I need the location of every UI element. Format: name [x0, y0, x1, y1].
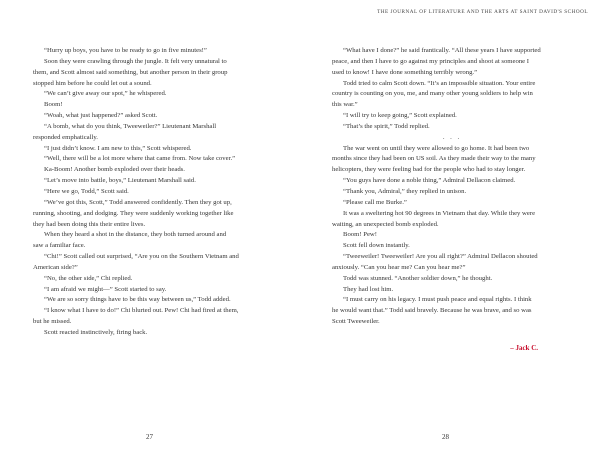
text-line: “We can’t give away our spot,” he whispered. — [44, 90, 167, 98]
text-line: “A bomb, what do you think, Tweeweiler?” Lieutenant Marshall — [44, 122, 217, 130]
text-line: American side?” — [33, 263, 78, 271]
left-page-body — [33, 46, 273, 339]
text-line: It was a sweltering hot 90 degrees in Vietnam that day. While they were — [343, 209, 536, 217]
text-line: them, and Scott almost said something, but another person in their group — [33, 68, 228, 76]
text-line: “Please call me Burke.” — [343, 198, 407, 206]
text-line: “We are so sorry things have to be this way between us,” Todd added. — [44, 296, 231, 304]
text-line: Scott reacted instinctively, firing back. — [44, 328, 148, 336]
text-line: “Chi!” Scott called out surprised, “Are you on the Southern Vietnam and — [44, 253, 239, 261]
text-line: Boom! — [44, 101, 63, 109]
author-signature: – Jack C. — [510, 344, 538, 352]
text-line: stopped him before he could let out a sound. — [33, 79, 152, 87]
text-line: Soon they were crawling through the jungle. It felt very unnatural to — [44, 57, 227, 65]
text-line: “You guys have done a noble thing,” Admiral Dellacon claimed. — [343, 177, 516, 185]
text-line: “What have I done?” he said frantically. “All these years I have supported — [343, 47, 541, 54]
text-line: running, shooting, and dodging. They were suddenly working together like — [33, 209, 234, 217]
text-line: “Woah, what just happened?” asked Scott. — [44, 112, 158, 120]
text-line: Scott Tweeweiler. — [332, 318, 380, 326]
text-line: peace, and then I have to go against my principles and shoot at someone I — [332, 57, 530, 65]
text-line: When they heard a shot in the distance, they both turned around and — [44, 231, 227, 239]
text-line: responded emphatically. — [33, 133, 98, 141]
text-line: “Let’s move into battle, boys,” Lieutenant Marshall said. — [44, 177, 196, 185]
page-number-right: 28 — [442, 433, 449, 441]
text-line: “Hurry up boys, you have to be ready to go in five minutes!” — [44, 47, 207, 54]
text-line: “Thank you, Admiral,” they replied in unison. — [343, 187, 467, 195]
section-separator: . . . — [442, 133, 462, 141]
text-line: “No, the other side,” Chi replied. — [44, 274, 133, 282]
text-line: “I just didn’t know. I am new to this,” Scott whispered. — [44, 144, 192, 152]
text-line: Scott fell down instantly. — [343, 242, 410, 250]
running-header: THE JOURNAL OF LITERATURE AND THE ARTS AT SAINT DAVID'S SCHOOL — [377, 9, 588, 15]
text-line: anxiously. “Can you hear me? Can you hear me?” — [332, 263, 466, 271]
right-page-body — [332, 46, 572, 328]
text-line: Todd was stunned. “Another soldier down,” he thought. — [343, 274, 493, 282]
text-line: they had been doing this their entire lives. — [33, 220, 146, 228]
text-line: “I must carry on his legacy. I must push peace and equal rights. I think — [343, 296, 532, 304]
text-line: helicopters, they were feeling bad for the people who had to stay longer. — [332, 166, 526, 174]
text-line: Ka-Boom! Another bomb exploded over their heads. — [44, 166, 185, 174]
text-line: saw a familiar face. — [33, 242, 86, 250]
text-line: but he missed. — [33, 318, 72, 326]
text-line: Todd tried to calm Scott down. “It’s an impossible situation. Your entire — [343, 79, 536, 87]
text-line: country is counting on you, me, and many other young soldiers to help win — [332, 90, 533, 98]
text-line: months since they had been on US soil. As they made their way to the many — [332, 155, 536, 163]
text-line: The war went on until they were allowed to go home. It had been two — [343, 144, 530, 152]
text-line: “Here we go, Todd,” Scott said. — [44, 187, 129, 195]
text-line: “We’ve got this, Scott,” Todd answered confidently. Then they got up, — [44, 198, 232, 206]
text-line: this war.” — [332, 101, 358, 109]
text-line: “I am afraid we might—” Scott started to say. — [44, 285, 167, 293]
page-number-left: 27 — [146, 433, 153, 441]
text-line: “I will try to keep going,” Scott explained. — [343, 112, 457, 120]
text-line: “Tweeweiler! Tweeweiler! Are you all right?” Admiral Dellacon shouted — [343, 253, 538, 261]
text-line: he would want that.” Todd said bravely. Because he was brave, and so was — [332, 307, 532, 315]
text-line: Boom! Pew! — [343, 231, 377, 239]
text-line: “That’s the spirit,” Todd replied. — [343, 122, 430, 130]
text-line: They had lost him. — [343, 285, 394, 293]
text-line: “Well, there will be a lot more where that came from. Now take cover.” — [44, 155, 236, 163]
text-line: used to know! I have done something terribly wrong.” — [332, 68, 478, 76]
text-line: “I know what I have to do!” Chi blurted out. Pew! Chi had fired at them, — [44, 307, 239, 315]
text-line: waiting, an unexpected bomb exploded. — [332, 220, 439, 228]
